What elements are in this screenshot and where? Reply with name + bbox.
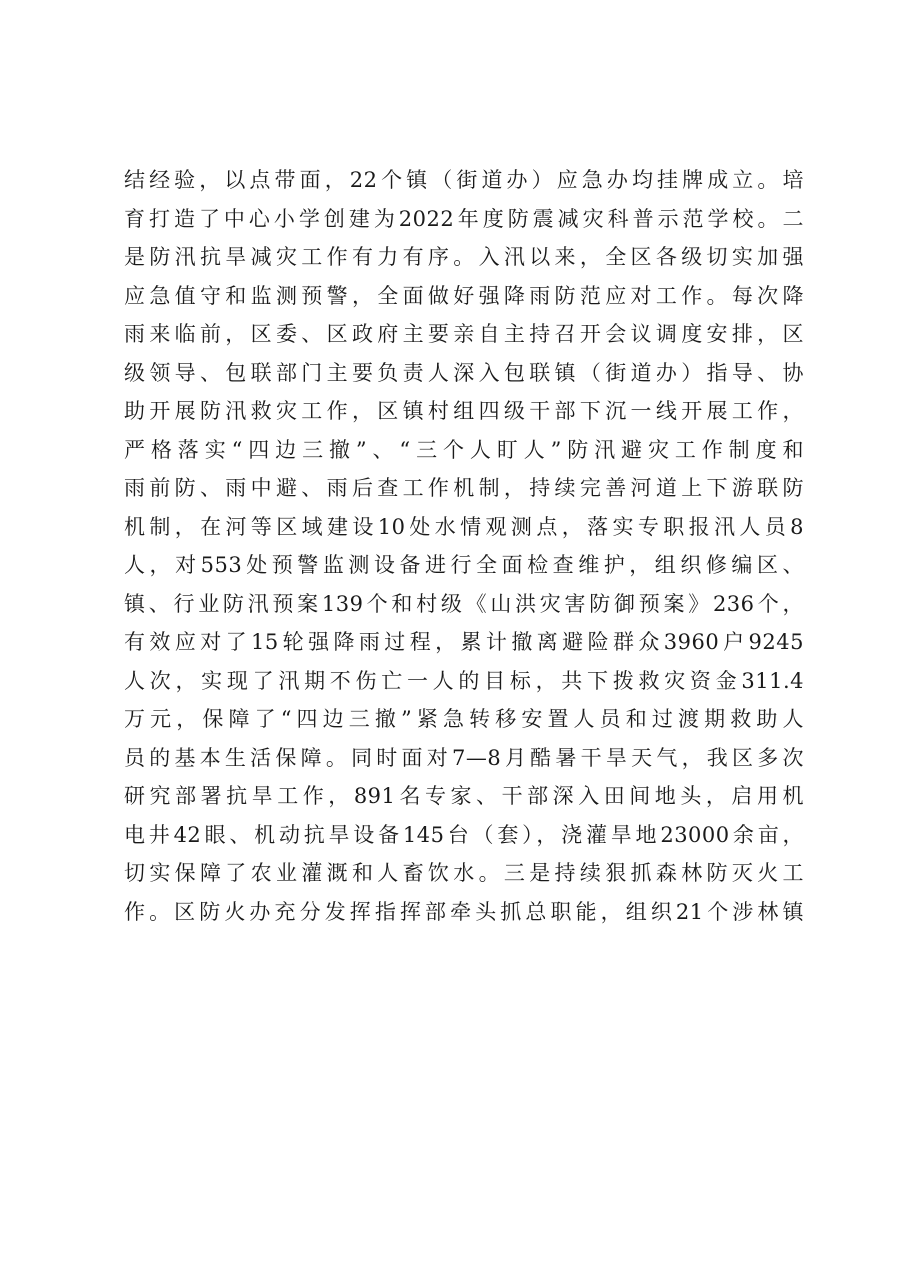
text-line: 结经验，以点带面，22个镇（街道办）应急办均挂牌成立。培 [124,168,804,192]
text-line: 级领导、包联部门主要负责人深入包联镇（街道办）指导、协 [124,360,804,385]
text-line: 机制，在河等区域建设10处水情观测点，落实专职报汛人员8 [124,514,804,539]
text-line: 人，对553处预警监测设备进行全面检查维护，组织修编区、 [124,553,804,577]
text-line: 人次，实现了汛期不伤亡一人的目标，共下拨救灾资金311.4 [124,668,804,693]
text-line: 雨前防、雨中避、雨后查工作机制，持续完善河道上下游联防 [124,476,804,500]
text-line: 严格落实“四边三撤”、“三个人盯人”防汛避灾工作制度和 [124,437,804,462]
text-line: 应急值守和监测预警，全面做好强降雨防范应对工作。每次降 [124,283,804,308]
text-line: 是防汛抗旱减灾工作有力有序。入汛以来，全区各级切实加强 [124,245,804,269]
text-line: 研究部署抗旱工作，891名专家、干部深入田间地头，启用机 [124,784,804,808]
text-line: 有效应对了15轮强降雨过程，累计撤离避险群众3960户9245 [124,630,804,654]
text-line: 电井42眼、机动抗旱设备145台（套），浇灌旱地23000余亩， [124,822,804,847]
text-line: 万元，保障了“四边三撤”紧急转移安置人员和过渡期救助人 [124,707,804,731]
text-line: 切实保障了农业灌溉和人畜饮水。三是持续狠抓森林防灭火工 [124,861,804,885]
body-paragraph [124,161,804,931]
text-line: 雨来临前，区委、区政府主要亲自主持召开会议调度安排，区 [124,322,804,346]
text-line: 助开展防汛救灾工作，区镇村组四级干部下沉一线开展工作， [124,399,804,423]
text-line: 作。区防火办充分发挥指挥部牵头抓总职能，组织21个涉林镇 [124,899,804,924]
text-line: 镇、行业防汛预案139个和村级《山洪灾害防御预案》236个， [124,591,804,616]
text-line: 员的基本生活保障。同时面对7—8月酷暑干旱天气，我区多次 [124,745,804,770]
text-line: 育打造了中心小学创建为2022年度防震减灾科普示范学校。二 [124,206,804,231]
